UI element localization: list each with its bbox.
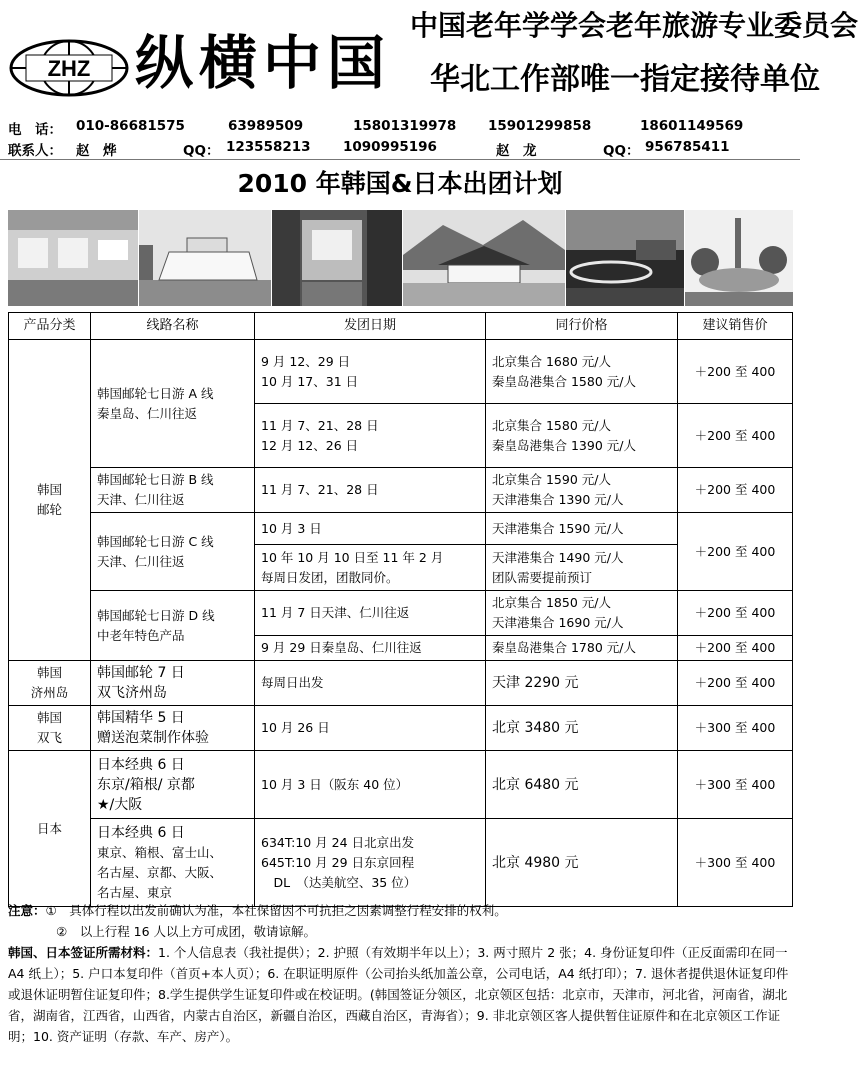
table-header-row (9, 313, 793, 340)
route-japan-1: 日本经典 6 日 东京/箱根/ 京都 ★/大阪 (91, 751, 255, 819)
cabin-photo (8, 210, 138, 306)
divider (0, 159, 800, 160)
qq-number-1: 123558213 (226, 139, 311, 155)
dates-cruise-c1: 10 月 3 日 (255, 513, 486, 545)
table-row (9, 513, 793, 545)
route-cruise-b: 韩国邮轮七日游 B 线 天津、仁川往返 (91, 468, 255, 513)
dates-cruise-c2: 10 年 10 月 10 日至 11 年 2 月 每周日发团，团散同价。 (255, 545, 486, 591)
table-row (9, 706, 793, 751)
contact-person-2: 赵 龙 (496, 143, 537, 159)
route-cruise-c: 韩国邮轮七日游 C 线 天津、仁川往返 (91, 513, 255, 591)
suggested-cruise-a2: ＋200 至 400 (678, 404, 793, 468)
table-row (9, 819, 793, 907)
route-japan-2-title: 日本经典 6 日 (97, 824, 185, 841)
cruise-ship-photo (139, 210, 271, 306)
table-row (9, 591, 793, 636)
palace-photo (403, 210, 565, 306)
zhz-logo (8, 38, 130, 98)
suggested-cruise-a1: ＋200 至 400 (678, 340, 793, 404)
brand-name: 纵横中国 (135, 29, 392, 97)
route-cruise-d: 韩国邮轮七日游 D 线 中老年特色产品 (91, 591, 255, 661)
suggested-jeju: ＋200 至 400 (678, 661, 793, 706)
qq-number-2: 956785411 (645, 139, 730, 155)
slogan-line-2: 华北工作部唯一指定接待单位 (430, 62, 820, 97)
visa-label: 韩国、日本签证所需材料： (8, 945, 159, 960)
logo-text: ZHZ (47, 56, 91, 81)
price-cruise-d1: 北京集合 1850 元/人 天津港集合 1690 元/人 (486, 591, 678, 636)
price-cruise-a1: 北京集合 1680 元/人 秦皇岛港集合 1580 元/人 (486, 340, 678, 404)
night-bridge-photo (566, 210, 684, 306)
photo-strip (8, 210, 793, 306)
notes-label: 注意： (8, 903, 46, 918)
dates-cruise-d2: 9 月 29 日秦皇岛、仁川往返 (255, 636, 486, 661)
table-row (9, 340, 793, 404)
suggested-japan-1: ＋300 至 400 (678, 751, 793, 819)
suggested-cruise-c: ＋200 至 400 (678, 513, 793, 591)
phone-1: 010-86681575 (76, 118, 185, 134)
dates-korea-fly: 10 月 26 日 (255, 706, 486, 751)
price-cruise-c1: 天津港集合 1590 元/人 (486, 513, 678, 545)
category-jeju: 韩国 济州岛 (9, 661, 91, 706)
route-japan-2-detail: 東京、箱根、富士山、 名古屋、京都、大阪、 名古屋、東京 (97, 844, 223, 900)
ship-interior-photo (272, 210, 402, 306)
price-cruise-a2: 北京集合 1580 元/人 秦皇岛港集合 1390 元/人 (486, 404, 678, 468)
note-2: ② 以上行程 16 人以上方可成团，敬请谅解。 (56, 924, 317, 939)
contact-row (8, 137, 798, 158)
contact-label: 联系人： (8, 143, 62, 159)
table-row (9, 661, 793, 706)
park-photo (685, 210, 793, 306)
category-korea-cruise: 韩国 邮轮 (9, 340, 91, 661)
visa-requirements (8, 942, 796, 1047)
note-1: ① 具体行程以出发前确认为准，本社保留因不可抗拒之因素调整行程安排的权利。 (45, 903, 507, 918)
qq-number-1b: 1090995196 (343, 139, 437, 155)
category-korea-fly: 韩国 双飞 (9, 706, 91, 751)
table-row (9, 468, 793, 513)
page-header (0, 0, 858, 112)
phone-2: 63989509 (228, 118, 304, 134)
qq-label-1: QQ： (183, 143, 220, 159)
price-cruise-d2: 秦皇岛港集合 1780 元/人 (486, 636, 678, 661)
price-jeju: 天津 2290 元 (486, 661, 678, 706)
category-japan: 日本 (9, 751, 91, 907)
price-japan-2: 北京 4980 元 (486, 819, 678, 907)
phone-3: 15801319978 (353, 118, 457, 134)
suggested-japan-2: ＋300 至 400 (678, 819, 793, 907)
dates-cruise-d1: 11 月 7 日天津、仁川往返 (255, 591, 486, 636)
table-row (9, 751, 793, 819)
header-route: 线路名称 (91, 313, 255, 340)
price-cruise-b: 北京集合 1590 元/人 天津港集合 1390 元/人 (486, 468, 678, 513)
dates-japan-1: 10 月 3 日（阪东 40 位） (255, 751, 486, 819)
dates-jeju: 每周日出发 (255, 661, 486, 706)
suggested-cruise-d1: ＋200 至 400 (678, 591, 793, 636)
phone-label: 电 话： (8, 122, 62, 138)
visa-text: 1. 个人信息表（我社提供）；2. 护照（有效期半年以上）；3. 两寸照片 2 张；4. 身份证复印件（正反面需印在同一 A4 纸上）；5. 户口本复印件（首页+本人页）；6. 在职证明原件（公司抬头纸加盖公章，公司电话，A4 纸打印）；7. 退休者提供退休证复印件或退休证明暂住证复印件；8.学生提供学生证复印件或在校证明。(韩国签证分领区，北京领区包括：北京市，天津市，河北省，河南省，湖北省，湖南省，江西省，山西省，内蒙古自治区，新疆自治区，西藏自治区，青海省）；9. 非北京领区客人提供暂住证原件和在北京领区工作证明；10. 资产证明（存款、车产、房产）。 (8, 945, 789, 1044)
dates-japan-2: 634T:10 月 24 日北京出发 645T:10 月 29 日东京回程 DL （达美航空、35 位） (255, 819, 486, 907)
contact-person-1: 赵 烨 (76, 143, 117, 159)
suggested-korea-fly: ＋300 至 400 (678, 706, 793, 751)
route-cruise-a: 韩国邮轮七日游 A 线 秦皇岛、仁川往返 (91, 340, 255, 468)
header-dates: 发团日期 (255, 313, 486, 340)
note-1-line (8, 900, 796, 921)
notes-section (8, 900, 796, 1047)
route-japan-2 (91, 819, 255, 907)
dates-cruise-a2: 11 月 7、21、28 日 12 月 12、26 日 (255, 404, 486, 468)
phone-4: 15901299858 (488, 118, 592, 134)
phone-row (8, 116, 798, 137)
route-korea-fly: 韩国精华 5 日 赠送泡菜制作体验 (91, 706, 255, 751)
suggested-cruise-b: ＋200 至 400 (678, 468, 793, 513)
header-suggested-price: 建议销售价 (678, 313, 793, 340)
slogan-line-1: 中国老年学学会老年旅游专业委员会 (410, 9, 858, 42)
dates-cruise-b: 11 月 7、21、28 日 (255, 468, 486, 513)
header-category: 产品分类 (9, 313, 91, 340)
phone-5: 18601149569 (640, 118, 744, 134)
tour-plan-table (8, 312, 793, 907)
suggested-cruise-d2: ＋200 至 400 (678, 636, 793, 661)
price-cruise-c2: 天津港集合 1490 元/人 团队需要提前预订 (486, 545, 678, 591)
contact-info (8, 116, 798, 158)
price-korea-fly: 北京 3480 元 (486, 706, 678, 751)
route-jeju: 韩国邮轮 7 日 双飞济州岛 (91, 661, 255, 706)
page-title: 2010 年韩国&日本出团计划 (237, 169, 563, 198)
dates-cruise-a1: 9 月 12、29 日 10 月 17、31 日 (255, 340, 486, 404)
price-japan-1: 北京 6480 元 (486, 751, 678, 819)
qq-label-2: QQ： (603, 143, 640, 159)
header-price: 同行价格 (486, 313, 678, 340)
